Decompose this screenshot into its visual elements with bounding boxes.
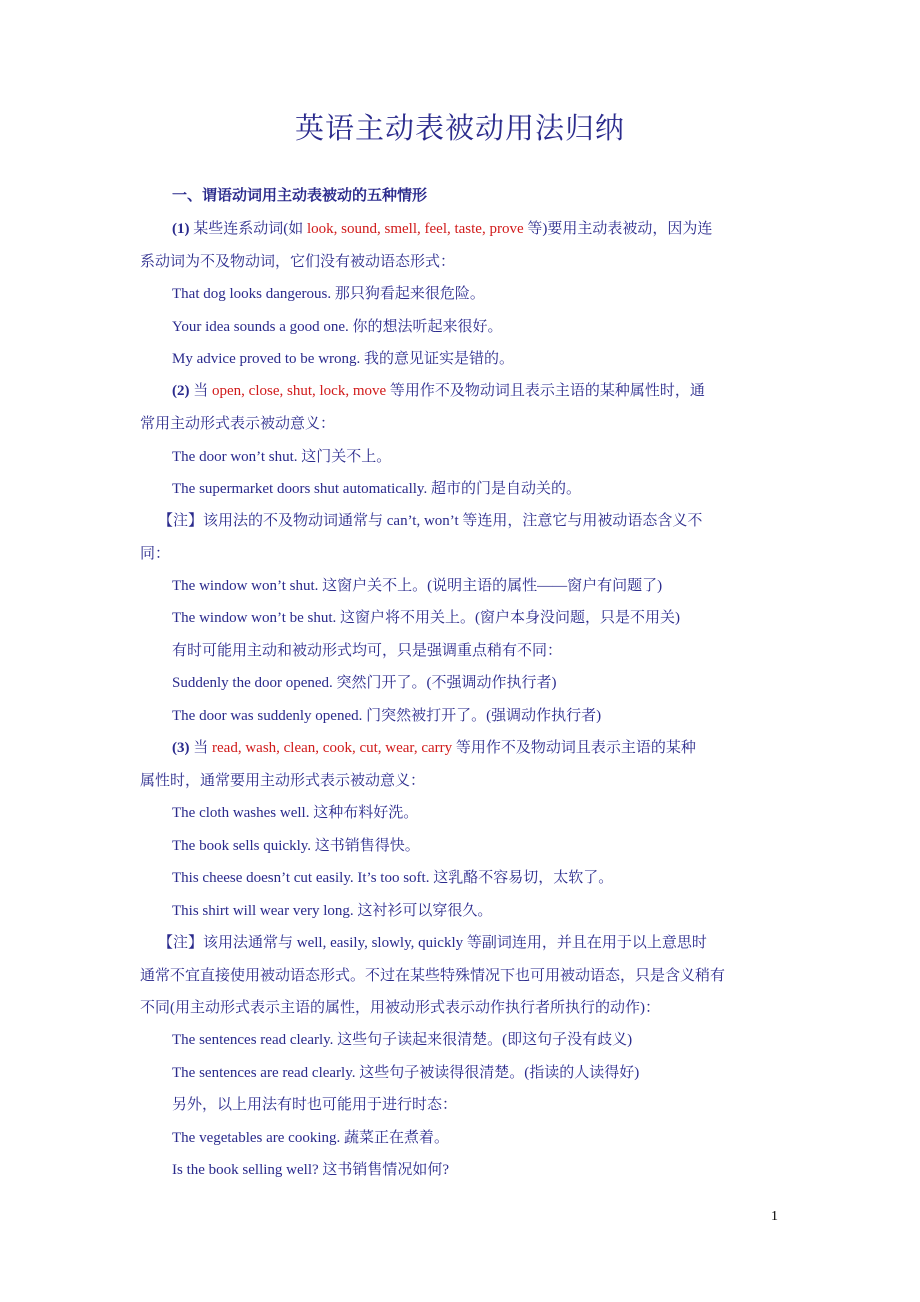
page-number: 1 xyxy=(771,1209,778,1224)
example-sentence: The door was suddenly opened. 门突然被打开了。(强调动作执行者) xyxy=(172,708,602,724)
note-1-line-2: 同： xyxy=(140,546,171,562)
document-title: 英语主动表被动用法归纳 xyxy=(294,111,625,145)
paragraph-3-line-2: 属性时，通常要用主动形式表示被动意义： xyxy=(140,773,426,789)
text: 等)要用主动表被动，因为连 xyxy=(523,221,713,237)
text: 等用作不及物动词且表示主语的某种 xyxy=(452,740,696,756)
paragraph-3-line-1 xyxy=(172,738,785,758)
example-sentence: That dog looks dangerous. 那只狗看起来很危险。 xyxy=(172,286,485,302)
text: 某些连系动词(如 xyxy=(189,221,307,237)
highlighted-verbs: read, wash, clean, cook, cut, wear, carry xyxy=(212,740,453,756)
example-sentence: The sentences read clearly. 这些句子读起来很清楚。(即这句子没有歧义) xyxy=(172,1032,633,1048)
section-heading: 一、谓语动词用主动表被动的五种情形 xyxy=(172,188,428,204)
text: 等用作不及物动词且表示主语的某种属性时，通 xyxy=(386,383,705,399)
note-2-line-3: 不同(用主动形式表示主语的属性，用被动形式表示动作执行者所执行的动作)： xyxy=(140,1000,660,1016)
item-number: (3) xyxy=(172,740,190,756)
paragraph-1-line-1 xyxy=(172,219,785,239)
example-sentence: Your idea sounds a good one. 你的想法听起来很好。 xyxy=(172,319,503,335)
example-sentence: This cheese doesn’t cut easily. It’s too soft. 这乳酪不容易切，太软了。 xyxy=(172,870,614,886)
example-sentence: The window won’t shut. 这窗户关不上。(说明主语的属性——窗户有问题了) xyxy=(172,578,663,594)
example-sentence: The book sells quickly. 这书销售得快。 xyxy=(172,838,420,854)
explanation-text: 有时可能用主动和被动形式均可，只是强调重点稍有不同： xyxy=(172,643,563,659)
paragraph-2-line-1 xyxy=(172,381,785,401)
paragraph-1-line-2: 系动词为不及物动词，它们没有被动语态形式： xyxy=(140,254,456,270)
example-sentence: The window won’t be shut. 这窗户将不用关上。(窗户本身没问题，只是不用关) xyxy=(172,610,681,626)
text: 当 xyxy=(189,383,213,399)
example-sentence: My advice proved to be wrong. 我的意见证实是错的。 xyxy=(172,351,515,367)
item-number: (1) xyxy=(172,221,190,237)
example-sentence: The cloth washes well. 这种布料好洗。 xyxy=(172,805,419,821)
example-sentence: The door won’t shut. 这门关不上。 xyxy=(172,449,392,465)
highlighted-verbs: open, close, shut, lock, move xyxy=(212,383,387,399)
note-2-line-1: 【注】该用法通常与 well, easily, slowly, quickly 等副词连用，并且在用于以上意思时 xyxy=(158,935,707,951)
note-1-line-1: 【注】该用法的不及物动词通常与 can’t, won’t 等连用，注意它与用被动语态含义不 xyxy=(158,513,703,529)
explanation-text: 另外，以上用法有时也可能用于进行时态： xyxy=(172,1097,458,1113)
text: 当 xyxy=(189,740,213,756)
example-sentence: The supermarket doors shut automatically. 超市的门是自动关的。 xyxy=(172,481,581,497)
paragraph-2-line-2: 常用主动形式表示被动意义： xyxy=(140,416,336,432)
example-sentence: The vegetables are cooking. 蔬菜正在煮着。 xyxy=(172,1130,450,1146)
example-sentence: The sentences are read clearly. 这些句子被读得很清楚。(指读的人读得好) xyxy=(172,1065,640,1081)
note-2-line-2: 通常不宜直接使用被动语态形式。不过在某些特殊情况下也可用被动语态，只是含义稍有 xyxy=(140,968,726,984)
example-sentence: Suddenly the door opened. 突然门开了。(不强调动作执行者) xyxy=(172,675,557,691)
item-number: (2) xyxy=(172,383,190,399)
highlighted-verbs: look, sound, smell, feel, taste, prove xyxy=(307,221,524,237)
example-sentence: Is the book selling well? 这书销售情况如何? xyxy=(172,1162,450,1178)
example-sentence: This shirt will wear very long. 这衬衫可以穿很久。 xyxy=(172,903,493,919)
